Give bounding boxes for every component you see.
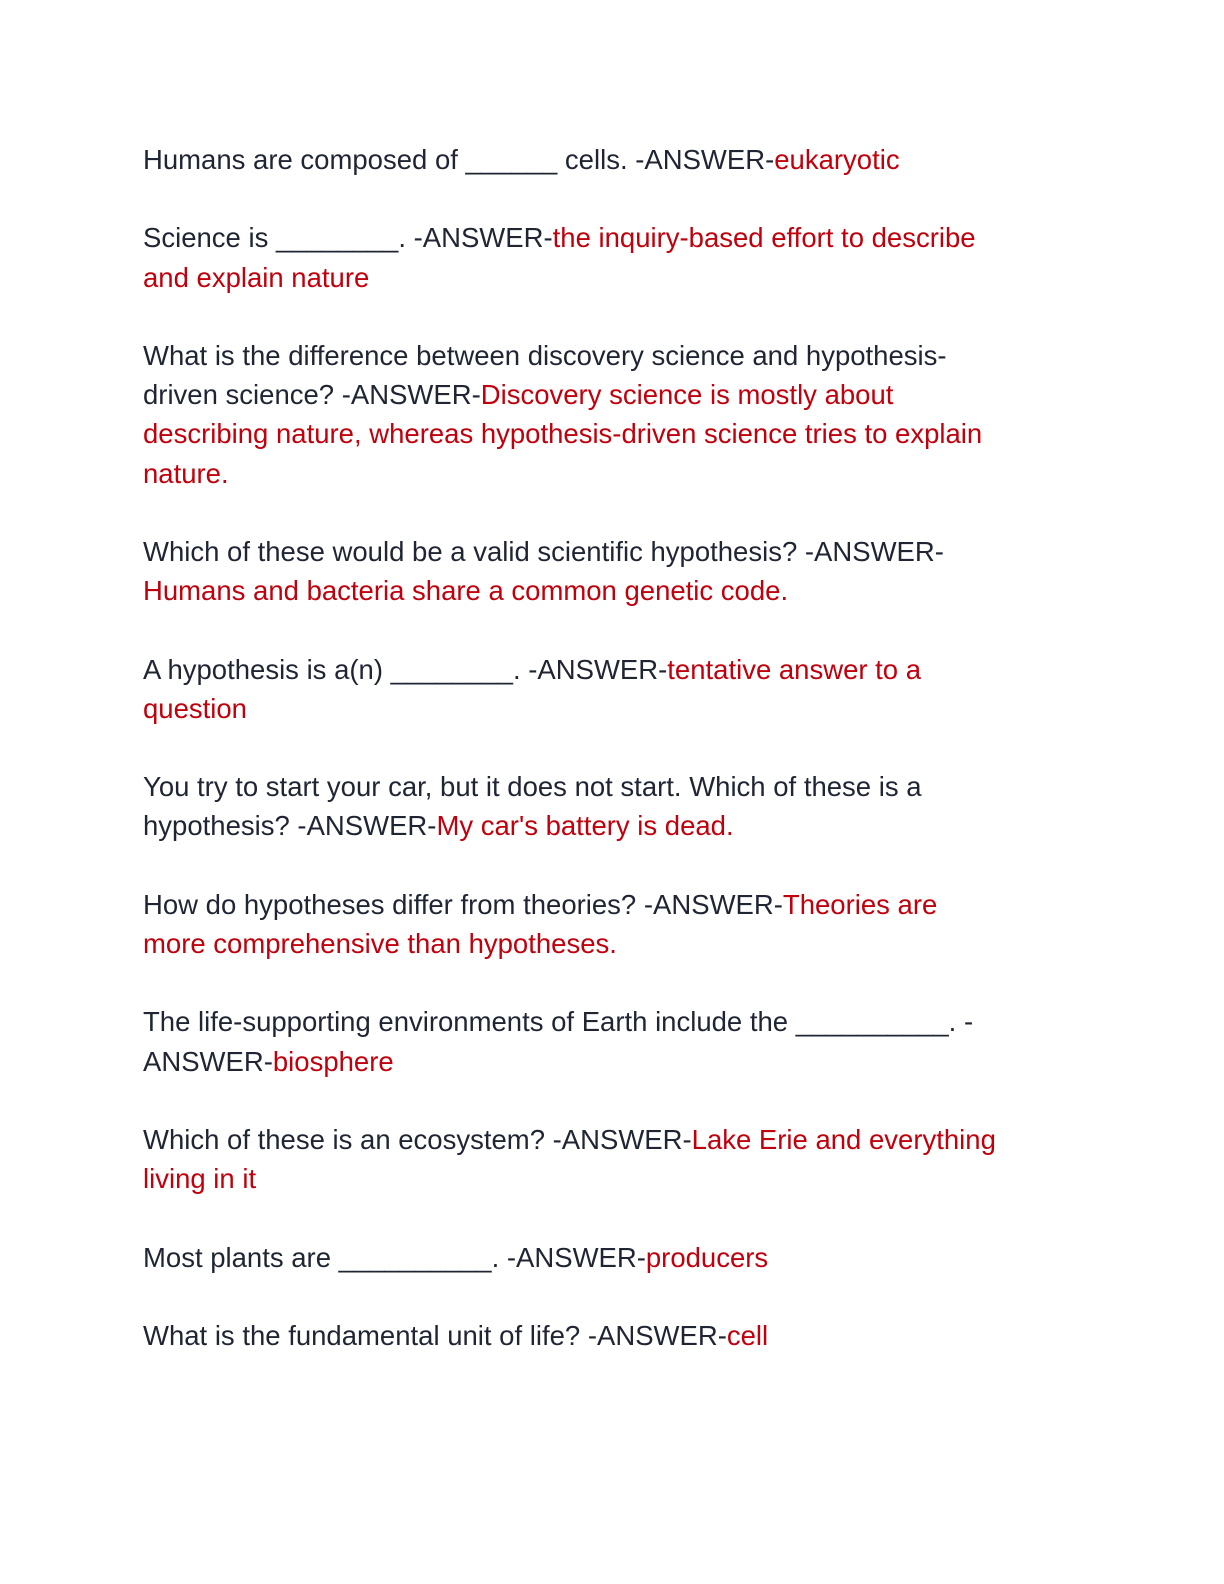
line — [143, 650, 1088, 689]
answer-text: Lake Erie and everything — [691, 1123, 996, 1155]
answer-text: producers — [645, 1241, 769, 1273]
line — [143, 767, 1088, 806]
answer-text: more comprehensive than hypotheses. — [143, 927, 617, 959]
question-text: You try to start your car, but it does not start. Which of these is a — [143, 771, 922, 803]
qa-item-10 — [143, 1238, 1088, 1277]
answer-text: Theories are — [782, 888, 938, 920]
qa-item-6 — [143, 767, 1088, 845]
answer-text: nature. — [143, 457, 229, 489]
line — [143, 258, 1088, 297]
line — [143, 532, 1088, 571]
question-text: Most plants are __________. -ANSWER- — [143, 1241, 646, 1273]
answer-text: tentative answer to a — [667, 653, 922, 685]
question-text: Humans are composed of ______ cells. -ANSWER- — [143, 144, 775, 175]
answer-text: the inquiry-based effort to describe — [552, 222, 976, 254]
line — [143, 1002, 1088, 1041]
line — [143, 689, 1088, 728]
question-text: hypothesis? -ANSWER- — [143, 810, 437, 842]
line — [143, 1238, 1088, 1277]
question-text: What is the fundamental unit of life? -ANSWER- — [143, 1319, 727, 1351]
answer-text: eukaryotic — [774, 144, 900, 175]
qa-item-2 — [143, 218, 1088, 296]
qa-item-8 — [143, 1002, 1088, 1080]
answer-text: living in it — [143, 1163, 257, 1195]
line — [143, 454, 1088, 493]
qa-item-11 — [143, 1316, 1088, 1355]
question-text: Science is ________. -ANSWER- — [143, 222, 553, 254]
answer-text: question — [143, 692, 247, 724]
line — [143, 1316, 1088, 1355]
line — [143, 924, 1088, 963]
line — [143, 1042, 1088, 1081]
answer-text: cell — [726, 1319, 769, 1351]
question-text: How do hypotheses differ from theories? -ANSWER- — [143, 888, 783, 920]
answer-text: My car's battery is dead. — [436, 810, 734, 842]
line — [143, 218, 1088, 257]
question-text: What is the difference between discovery science and hypothesis- — [143, 339, 947, 371]
line — [143, 1120, 1088, 1159]
line — [143, 571, 1088, 610]
question-text: driven science? -ANSWER- — [143, 379, 481, 411]
line — [143, 375, 1088, 414]
question-text: The life-supporting environments of Earth include the __________. - — [143, 1006, 974, 1038]
qa-item-3 — [143, 336, 1088, 493]
question-text: Which of these is an ecosystem? -ANSWER- — [143, 1123, 692, 1155]
question-text: ANSWER- — [143, 1045, 273, 1077]
line — [143, 885, 1088, 924]
answer-text: Humans and bacteria share a common genetic code. — [143, 575, 789, 607]
qa-item-4 — [143, 532, 1088, 610]
qa-item-9 — [143, 1120, 1088, 1198]
answer-text: biosphere — [272, 1045, 394, 1077]
line — [143, 806, 1088, 845]
line — [143, 140, 1088, 179]
answer-text: describing nature, whereas hypothesis-driven science tries to explain — [143, 418, 983, 450]
qa-item-7 — [143, 885, 1088, 963]
question-text: A hypothesis is a(n) ________. -ANSWER- — [143, 653, 668, 685]
question-text: Which of these would be a valid scientific hypothesis? -ANSWER- — [143, 535, 944, 567]
document-page — [143, 140, 1088, 1394]
answer-text: Discovery science is mostly about — [480, 379, 894, 411]
line — [143, 336, 1088, 375]
qa-item-5 — [143, 650, 1088, 728]
line — [143, 414, 1088, 453]
qa-item-1 — [143, 140, 1088, 179]
line — [143, 1159, 1088, 1198]
answer-text: and explain nature — [143, 261, 370, 293]
